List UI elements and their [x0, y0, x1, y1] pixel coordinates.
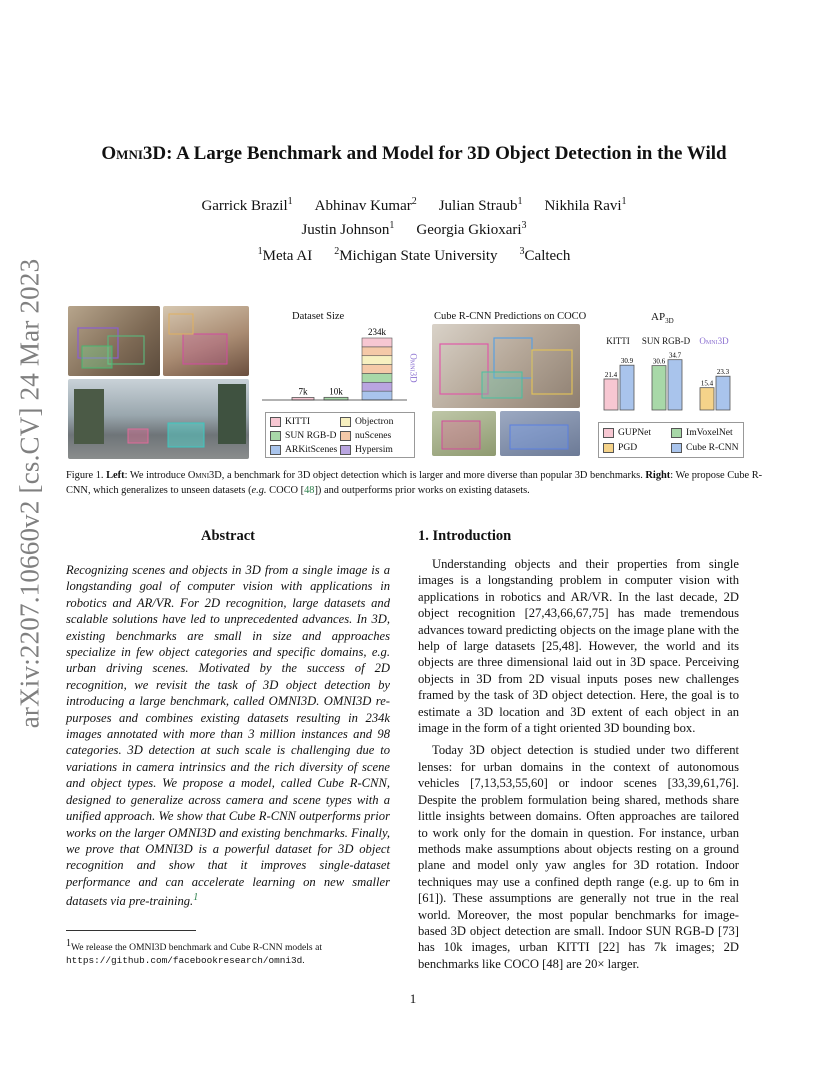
photo-coco-2-overlay	[432, 411, 496, 456]
caption-right-a: : We propose Cube R-CNN, which generalizes to unseen datasets (	[66, 470, 763, 496]
author-name: Abhinav Kumar$^2$	[314, 196, 417, 214]
legend-swatch	[671, 443, 682, 453]
abstract-heading: Abstract	[201, 528, 255, 544]
ap-value-label: 23.3	[716, 368, 730, 377]
dataset-value-label: 7k	[298, 386, 308, 397]
affiliations	[60, 246, 768, 265]
method-legend-entry: GUPNet	[603, 425, 671, 440]
legend-swatch	[603, 428, 614, 438]
ap-bar	[700, 388, 714, 410]
title-omni: Omni	[101, 143, 143, 164]
arxiv-identifier	[10, 258, 50, 728]
photo-coco-3-overlay	[500, 411, 580, 456]
predictions-title: Cube R-CNN Predictions on COCO	[434, 311, 587, 322]
legend-entry: KITTI	[270, 415, 340, 429]
arxiv-id-text: arXiv:2207.10660v2 [cs.CV] 24 Mar 2023	[14, 258, 45, 728]
omni-vertical-label: Omni3D	[409, 353, 420, 383]
abstract-text: Recognizing scenes and objects in 3D from a single image is a longstanding goal of computer vision with applications in robotics and AR/VR. For 2D recognition, large datasets and scalable solutions have led to unprecedented advances. In 3D, existing benchmarks are small in size and approaches specialize in few object categories and specific domains, e.g. urban driving scenes. Motivated by the success of 2D recognition, we revisit the task of 3D object detection by introducing a large benchmark, called OMNI3D. OMNI3D re-purposes and combines existing datasets resulting in 234k images annotated with more than 3 million instances and 98 categories. 3D detection at such scale is challenging due to variations in camera intrinsics and the rich diversity of scene and object types. We propose a model, called Cube R-CNN, designed to generalize across camera and scene types with a unified approach. We show that Cube R-CNN outperforms prior works on the larger OMNI3D and existing benchmarks. Finally, we prove that OMNI3D is a powerful dataset for 3D object recognition and show that it improves single-dataset performance and can accelerate learning on new smaller datasets via pre-training.	[66, 563, 390, 909]
ap-bar	[604, 379, 618, 410]
photo-boxes-overlay	[68, 306, 160, 376]
intro-paragraph-1: Understanding objects and their properties from single images is a longstanding problem in computer vision with applications in robotics and AR/VR. In the last decade, 2D object recognition [27,43,66,67,75] has made tremendous advances toward predicting objects on the image plane with the help of large datasets [25,48]. However, the world and its objects are three dimensional laid out in 3D space. Perceiving objects in 3D from 2D visual inputs poses new challenges framed by the task of 3D object detection. Here, the goal is to estimate a 3D location and 3D extent of each object in an image in the form of a tight oriented 3D bounding box.	[418, 557, 739, 736]
ap3d-chart	[596, 332, 746, 412]
legend-swatch	[270, 417, 281, 427]
dataset-chart-title: Dataset Size	[292, 311, 345, 322]
footnote: $^1$We release the OMNI3D benchmark and Cube R-CNN models at https://github.com/facebookresearch/omni3d.	[66, 938, 322, 967]
caption-left-label: Left	[106, 470, 125, 481]
ap-bar	[668, 360, 682, 410]
caption-right-label: Right	[645, 470, 671, 481]
affiliation: $^2$Michigan State University	[334, 246, 498, 264]
footnote-text: We release the OMNI3D benchmark and Cube R-CNN models at	[71, 942, 322, 954]
omni-stack-segment	[362, 338, 392, 347]
affiliation: $^1$Meta AI	[257, 246, 313, 264]
ap-category-label: Omni3D	[699, 336, 729, 346]
dataset-value-label: 10k	[329, 386, 343, 397]
dataset-legend	[265, 412, 415, 458]
legend-swatch	[340, 417, 351, 427]
omni-vertical-label-wrap	[407, 342, 421, 394]
abstract-footnote-mark[interactable]: 1	[193, 892, 199, 904]
ap-chart-title	[651, 311, 674, 325]
authors-line-1	[60, 196, 768, 215]
ap-subscript: 3D	[665, 317, 674, 326]
author-name: Nikhila Ravi$^1$	[544, 196, 627, 214]
figure-caption: Figure 1. Left: We introduce Omni3D, a benchmark for 3D object detection which is larger and more diverse than popular 3D benchmarks. Right: We propose Cube R-CNN, which generalizes to unseen datasets (e.g. COCO [48]) and outperforms prior works on existing datasets.	[66, 470, 763, 496]
intro-heading: 1. Introduction	[418, 528, 512, 544]
ap-bar	[652, 366, 666, 410]
caption-eg: e.g.	[251, 485, 267, 496]
photo-indoor-room-1	[68, 306, 160, 376]
ap-value-label: 30.6	[652, 357, 666, 366]
ap-value-label: 34.7	[668, 351, 682, 360]
photo-coco-room	[432, 324, 580, 408]
abstract-body	[66, 562, 390, 910]
caption-cite[interactable]: 48	[304, 485, 315, 496]
legend-swatch	[270, 431, 281, 441]
method-legend-entry: Cube R-CNN	[671, 440, 739, 455]
photo-coco-2	[432, 411, 496, 456]
photo-street-overlay	[68, 379, 249, 459]
author-name: Georgia Gkioxari$^3$	[416, 220, 527, 238]
ap-value-label: 15.4	[700, 379, 714, 388]
legend-swatch	[340, 445, 351, 455]
page-number: 1	[409, 991, 417, 1006]
omni-stack-segment	[362, 373, 392, 382]
photo-boxes-overlay-2	[163, 306, 249, 376]
footnote-mark: 1	[66, 938, 71, 949]
method-legend-entry: ImVoxelNet	[671, 425, 739, 440]
omni-stack-segment	[362, 356, 392, 365]
legend-entry: Objectron	[340, 415, 410, 429]
photo-coco-overlay	[432, 324, 580, 408]
title-rest: 3D: A Large Benchmark and Model for 3D Object Detection in the Wild	[142, 143, 727, 164]
caption-right-c: ]) and outperforms prior works on existing datasets.	[314, 485, 530, 496]
omni-stack-segment	[362, 347, 392, 356]
author-name: Julian Straub$^1$	[438, 196, 523, 214]
photo-street-scene	[68, 379, 249, 459]
ap-value-label: 21.4	[604, 370, 618, 379]
ap-category-label: SUN RGB-D	[641, 336, 691, 346]
legend-entry: Hypersim	[340, 443, 410, 457]
ap-category-label: KITTI	[606, 336, 630, 346]
caption-left-b: 3D, a benchmark for 3D object detection which is larger and more diverse than popular 3D benchmarks.	[209, 470, 643, 481]
footnote-url[interactable]: https://github.com/facebookresearch/omni3d	[66, 955, 303, 967]
legend-swatch	[603, 443, 614, 453]
ap-bar	[716, 376, 730, 410]
ap-bar	[620, 365, 634, 410]
legend-swatch	[671, 428, 682, 438]
photo-indoor-room-2	[163, 306, 249, 376]
affiliation: $^3$Caltech	[519, 246, 571, 264]
footnote-rule	[66, 930, 196, 931]
omni-stack-segment	[362, 365, 392, 374]
method-legend	[598, 422, 744, 458]
method-legend-entry: PGD	[603, 440, 671, 455]
ap-title: AP	[651, 311, 666, 323]
legend-entry: SUN RGB-D	[270, 429, 340, 443]
caption-omni: Omni	[187, 470, 210, 481]
paper-title	[60, 143, 768, 165]
caption-left-a: : We introduce	[124, 470, 188, 481]
intro-paragraph-2: Today 3D object detection is studied under two different lenses: for urban domains in the context of autonomous vehicles [7,13,53,55,60] or indoor scenes [33,39,61,76]. Despite the problem formulation being shared, methods share little insights between domains. Often approaches are tailored to work only for the domain in question. For instance, urban methods make assumptions about objects resting on a ground plane and model only yaw angles for 3D rotation. Indoor techniques may use a confined depth range (e.g. up to 6m in [61]). These assumptions are generally not true in the real world. Moreover, the most popular benchmarks for image-based 3D object detection are small. Indoor SUN RGB-D [73] has 10k images, urban KITTI [22] has 7k images; 2D benchmarks like COCO [48] are 20× larger.	[418, 743, 739, 971]
authors-line-2	[60, 220, 768, 239]
legend-swatch	[270, 445, 281, 455]
omni-stack-segment	[362, 391, 392, 400]
author-name: Garrick Brazil$^1$	[201, 196, 293, 214]
author-name: Justin Johnson$^1$	[301, 220, 395, 238]
legend-entry: nuScenes	[340, 429, 410, 443]
caption-right-b: COCO [	[266, 485, 305, 496]
legend-swatch	[340, 431, 351, 441]
legend-entry: ARKitScenes	[270, 443, 340, 457]
omni-stack-segment	[362, 382, 392, 391]
ap-value-label: 30.9	[620, 357, 634, 366]
intro-body	[418, 556, 739, 978]
photo-coco-3	[500, 411, 580, 456]
dataset-value-label: 234k	[368, 327, 386, 337]
